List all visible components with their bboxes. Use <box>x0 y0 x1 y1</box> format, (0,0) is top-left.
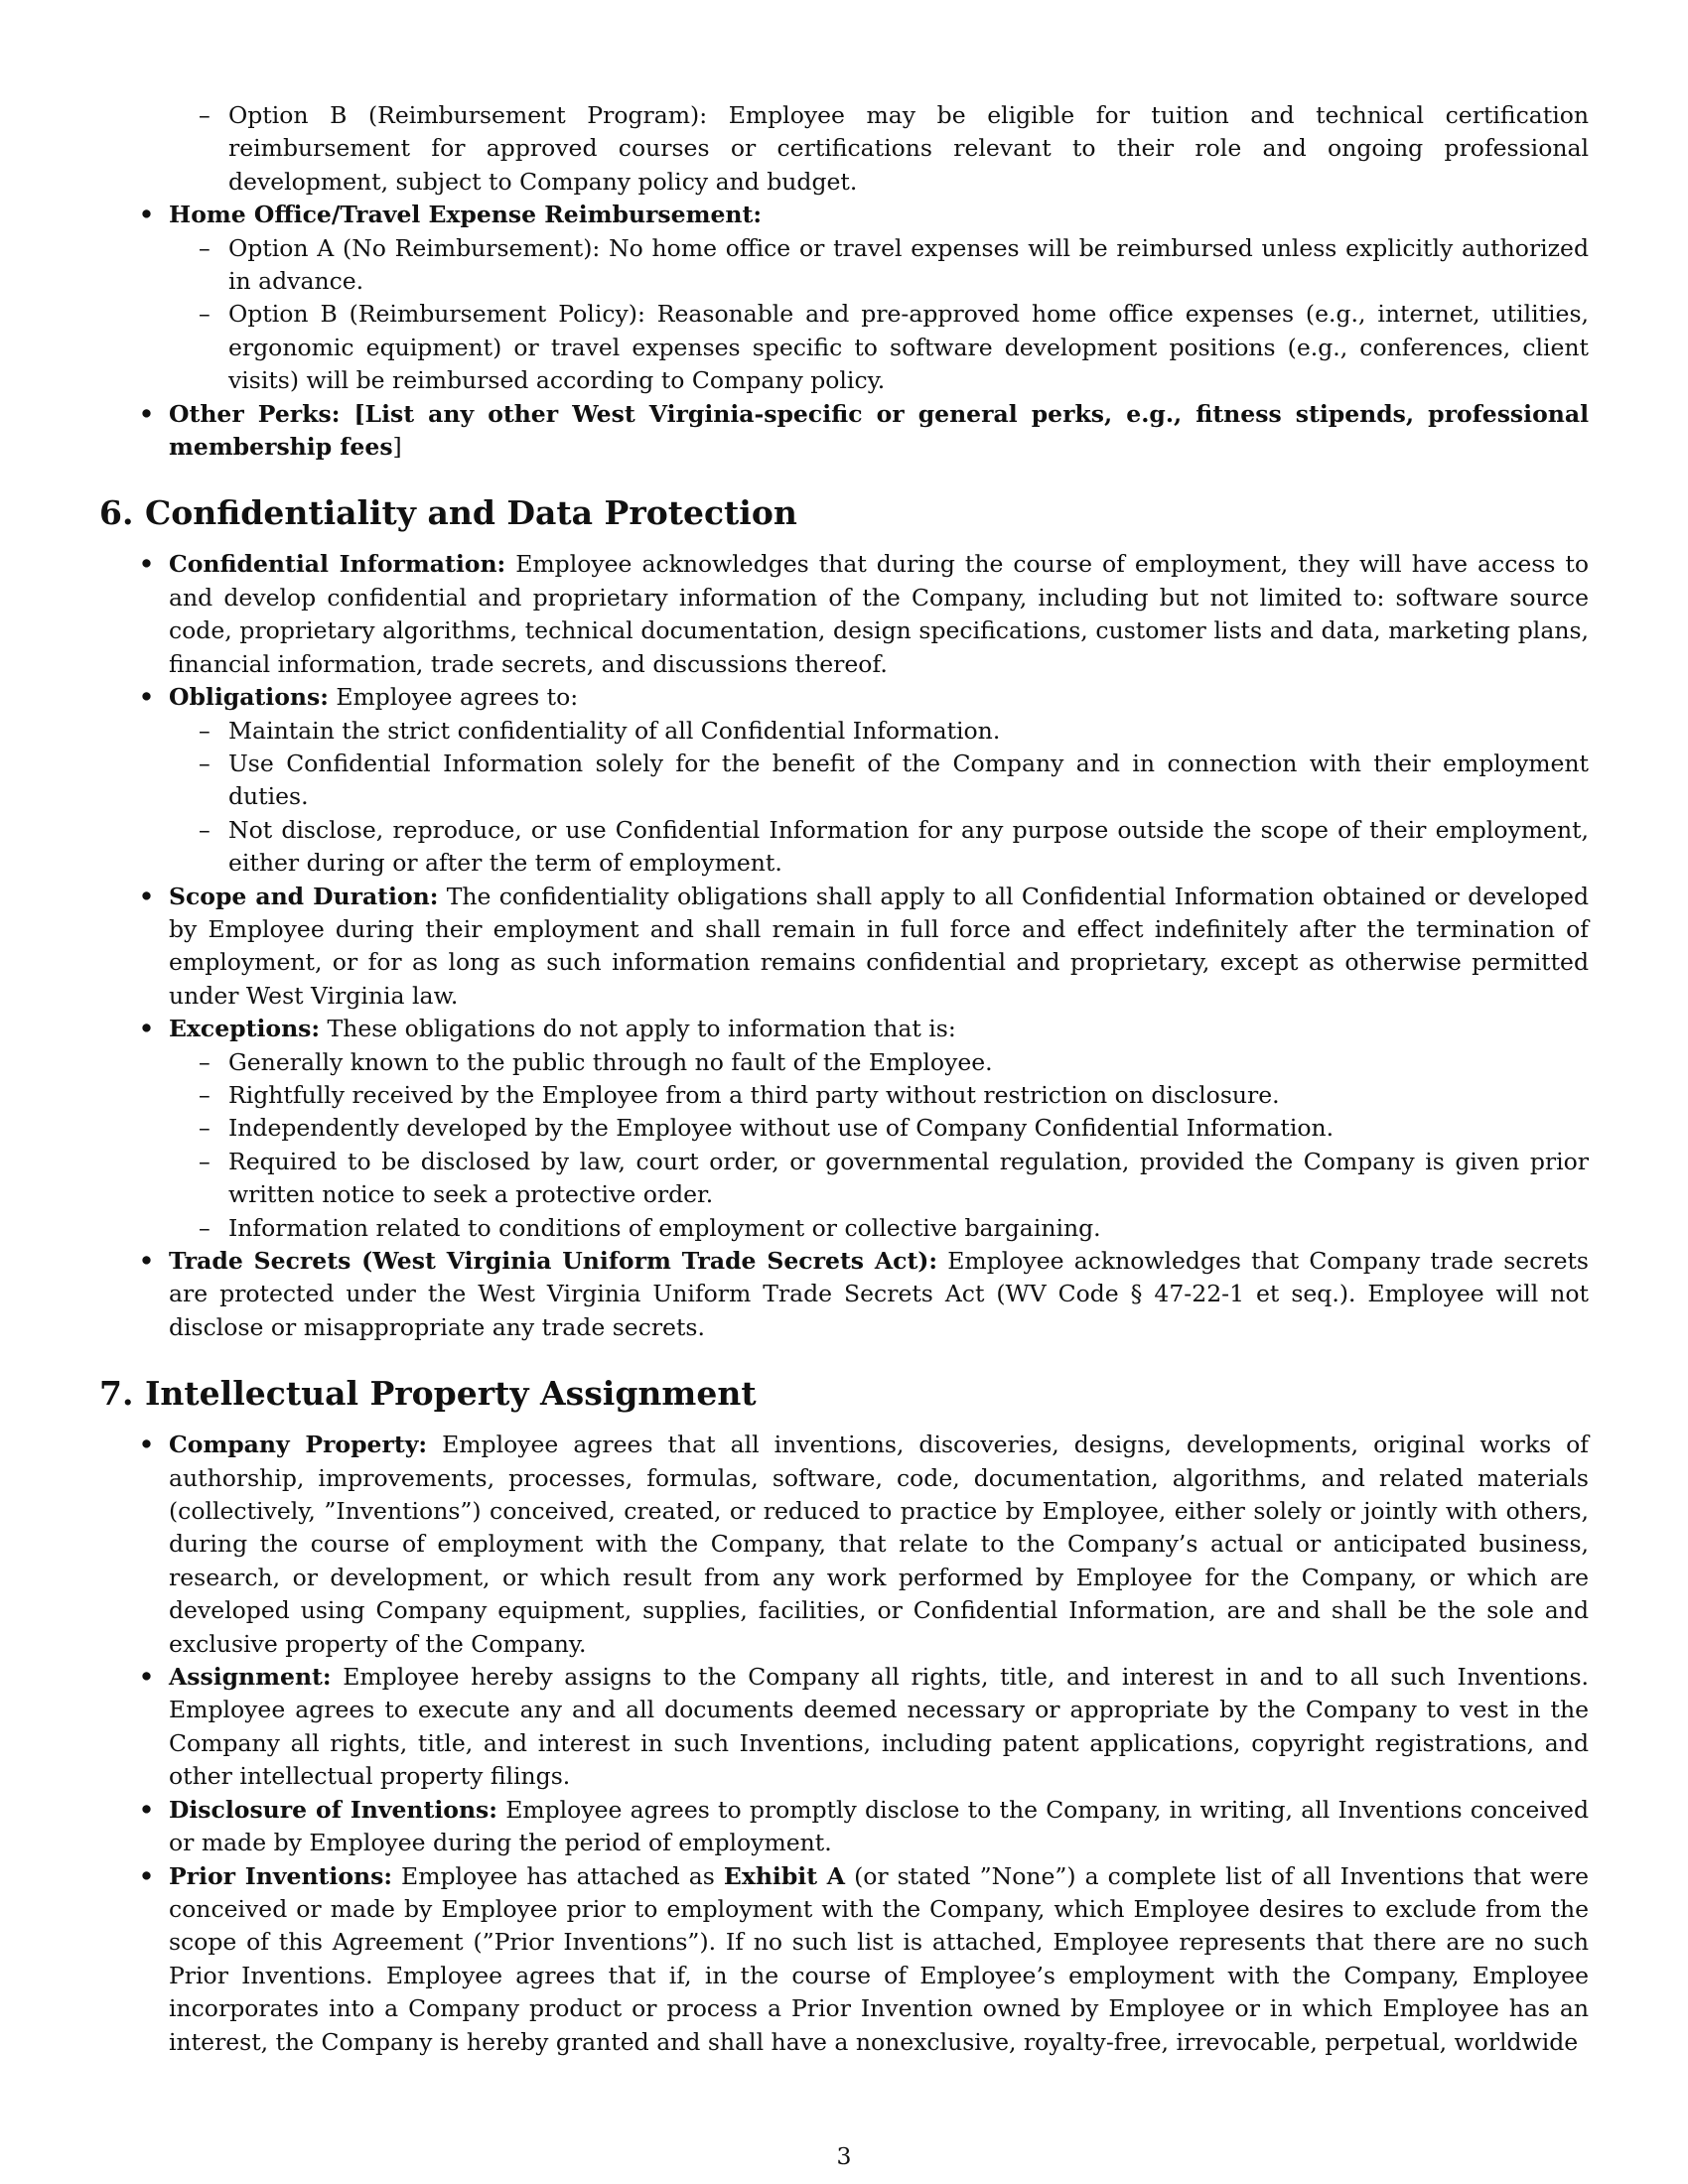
exceptions-label: Exceptions: <box>169 1015 321 1043</box>
scope-duration-text: The confidentiality obligations shall apply to all Confidential Information obtained or developed by Employee during their employment and shall remain in full force and effect indefinitely after the termination of employment, or for as long as such information remains confidential and proprietary, except as otherwise permitted under West Virginia law. <box>169 882 1589 1010</box>
obligations-item <box>99 681 1589 714</box>
disclosure-item <box>99 1794 1589 1860</box>
exceptions-item <box>99 1013 1589 1045</box>
section-6-list-end <box>99 1245 1589 1344</box>
trade-secrets-item <box>99 1245 1589 1344</box>
section-6-list-continued <box>99 881 1589 1046</box>
obligations-text: Employee agrees to: <box>328 683 579 712</box>
section-7-title: Intellectual Property Assignment <box>145 1374 757 1414</box>
list-item: – Required to be disclosed by law, court order, or governmental regulation, provided the Company is given prior written notice to seek a protective order. <box>169 1146 1589 1212</box>
exhibit-a-label: Exhibit A <box>723 1861 846 1890</box>
benefits-list <box>99 199 1589 231</box>
company-property-label: Company Property: <box>169 1431 428 1459</box>
exceptions-sublist <box>99 1046 1589 1245</box>
disclosure-text: Employee agrees to promptly disclose to the Company, in writing, all Inventions conceived or made by Employee during the period of employment. <box>169 1795 1589 1857</box>
section-7-heading <box>99 1374 1589 1414</box>
prior-inventions-text-a: Employee has attached as <box>392 1861 724 1890</box>
list-item: – Option B (Reimbursement Policy): Reasonable and pre-approved home office expenses (e.g., internet, utilities, ergonomic equipment) or travel expenses specific to software development positions (e.g., conferences, client visits) will be reimbursed according to Company policy. <box>169 298 1589 397</box>
scope-duration-item <box>99 881 1589 1014</box>
home-office-label: Home Office/Travel Expense Reimbursement: <box>169 201 763 229</box>
list-item: – Rightfully received by the Employee from a third party without restriction on disclosure. <box>169 1079 1589 1112</box>
page-content <box>99 99 1589 2059</box>
other-perks-list <box>99 398 1589 465</box>
section-7-number: 7. <box>99 1374 134 1414</box>
list-item: – Option A (No Reimbursement): No home office or travel expenses will be reimbursed unless explicitly authorized in advance. <box>169 232 1589 299</box>
assignment-text: Employee hereby assigns to the Company all rights, title, and interest in and to all such Inventions. Employee agrees to execute any and all documents deemed necessary or appropriate by the Company to vest in the Company all rights, title, and interest in such Inventions, including patent applications, copyright registrations, and other intellectual property filings. <box>169 1663 1589 1791</box>
confidential-information-item <box>99 548 1589 681</box>
list-item: – Generally known to the public through no fault of the Employee. <box>169 1046 1589 1079</box>
list-item: – Not disclose, reproduce, or use Confidential Information for any purpose outside the scope of their employment, either during or after the term of employment. <box>169 814 1589 881</box>
section-6-title: Confidentiality and Data Protection <box>145 493 797 533</box>
trade-secrets-text: Employee acknowledges that Company trade secrets are protected under the West Virginia Uniform Trade Secrets Act (WV Code § 47-22-1 et seq.). Employee will not disclose or misappropriate any trade secrets. <box>169 1247 1589 1341</box>
list-item: – Maintain the strict confidentiality of all Confidential Information. <box>169 715 1589 748</box>
prior-inventions-label: Prior Inventions: <box>169 1861 393 1890</box>
other-perks-label: Other Perks: [List any other West Virginia-specific or general perks, e.g., fitness stipends, professional membership fees <box>169 399 1589 462</box>
list-item: – Option B (Reimbursement Program): Employee may be eligible for tuition and technical certification reimbursement for approved courses or certifications relevant to their role and ongoing professional development, subject to Company policy and budget. <box>169 99 1589 199</box>
company-property-text: Employee agrees that all inventions, discoveries, designs, developments, original works of authorship, improvements, processes, formulas, software, code, documentation, algorithms, and related materials (collectively, ”Inventions”) conceived, created, or reduced to practice by Employee, either solely or jointly with others, during the course of employment with the Company, that relate to the Company’s actual or anticipated business, research, or development, or which result from any work performed by Employee for the Company, or which are developed using Company equipment, supplies, facilities, or Confidential Information, are and shall be the sole and exclusive property of the Company. <box>169 1431 1589 1658</box>
list-item: – Independently developed by the Employee without use of Company Confidential Information. <box>169 1112 1589 1145</box>
section-7-list <box>99 1429 1589 2059</box>
prior-inventions-text-b: (or stated ”None”) a complete list of all Inventions that were conceived or made by Employee prior to employment with the Company, which Employee desires to exclude from the scope of this Agreement (”Prior Inventions”). If no such list is attached, Employee represents that there are no such Prior Inventions. Employee agrees that if, in the course of Employee’s employment with the Company, Employee incorporates into a Company product or process a Prior Invention owned by Employee or in which Employee has an interest, the Company is hereby granted and shall have a nonexclusive, royalty-free, irrevocable, perpetual, worldwide <box>169 1861 1589 2056</box>
other-perks-item <box>99 398 1589 465</box>
list-item: – Use Confidential Information solely for the benefit of the Company and in connection with their employment duties. <box>169 748 1589 814</box>
home-office-item <box>99 199 1589 231</box>
scope-duration-label: Scope and Duration: <box>169 882 439 910</box>
assignment-label: Assignment: <box>169 1663 332 1692</box>
assignment-item <box>99 1661 1589 1794</box>
home-office-options <box>99 232 1589 398</box>
section-6-list <box>99 548 1589 714</box>
trade-secrets-label: Trade Secrets (West Virginia Uniform Trade Secrets Act): <box>169 1247 938 1275</box>
exceptions-text: These obligations do not apply to information that is: <box>320 1015 956 1043</box>
obligations-sublist <box>99 715 1589 881</box>
section-6-number: 6. <box>99 493 134 533</box>
page-number: 3 <box>836 2142 852 2170</box>
disclosure-label: Disclosure of Inventions: <box>169 1795 497 1824</box>
confidential-information-text: Employee acknowledges that during the course of employment, they will have access to and develop confidential and proprietary information of the Company, including but not limited to: software source code, proprietary algorithms, technical documentation, design specifications, customer lists and data, marketing plans, financial information, trade secrets, and discussions thereof. <box>169 550 1589 678</box>
other-perks-close: ] <box>392 433 402 462</box>
section-6-heading <box>99 493 1589 533</box>
prior-inventions-item <box>99 1860 1589 2059</box>
obligations-label: Obligations: <box>169 683 329 712</box>
confidential-information-label: Confidential Information: <box>169 550 506 579</box>
list-item: – Information related to conditions of employment or collective bargaining. <box>169 1212 1589 1245</box>
company-property-item <box>99 1429 1589 1661</box>
top-option-list <box>99 99 1589 199</box>
